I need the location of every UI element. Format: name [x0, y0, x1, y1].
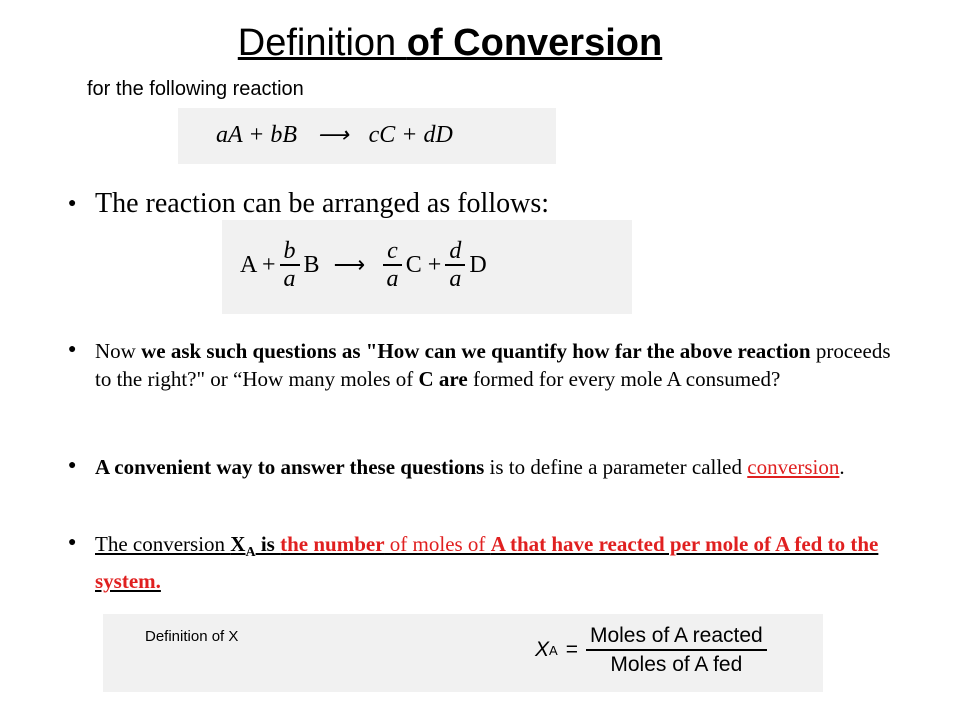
- fraction-b-over-a: [280, 238, 300, 293]
- b4-t3: A: [245, 545, 256, 561]
- title-plain: Definition: [237, 22, 407, 64]
- b2-t4: C are: [418, 367, 468, 391]
- normalized-equation-image: [222, 220, 632, 314]
- eq2-a2: a: [386, 266, 399, 293]
- b4-t2: X: [230, 532, 246, 556]
- b2-t1: Now: [95, 339, 142, 363]
- eq2-a1: a: [283, 266, 296, 293]
- eq2-B: B: [303, 251, 320, 278]
- bullet-icon: ●: [68, 535, 77, 550]
- def-lhs: X: [535, 638, 550, 662]
- b4-t5: the number: [280, 532, 385, 556]
- definition-fraction: [586, 622, 767, 679]
- b3-t1: A convenient way to answer these questions: [95, 455, 485, 479]
- bullet-1-text: The reaction can be arranged as follows:: [95, 188, 550, 219]
- b4-t7: A that have reacted per mole of A fed to the system.: [95, 532, 879, 594]
- b2-t3: proceeds to the right?" or “How many moles of: [95, 339, 891, 391]
- b4-t4: is: [255, 532, 281, 556]
- bullet-3-text: [95, 453, 895, 481]
- eq2-D: D: [469, 251, 487, 278]
- conversion-link: conversion: [747, 455, 840, 479]
- slide-title: [0, 22, 900, 65]
- b4-t6: of moles of: [384, 532, 491, 556]
- equation1-rhs: cC + dD: [368, 122, 453, 148]
- eq2-b: b: [280, 238, 300, 266]
- bullet-icon: ●: [68, 458, 77, 473]
- bullet-2-text: [95, 337, 895, 393]
- def-numerator: Moles of A reacted: [586, 622, 767, 651]
- bullet-icon: ●: [68, 196, 77, 211]
- b3-t4: .: [839, 455, 845, 479]
- bullet-4-text: [95, 530, 895, 595]
- eq2-C: C +: [405, 251, 442, 278]
- bullet-icon: ●: [68, 342, 77, 357]
- b3-t2: is to define a parameter called: [484, 455, 748, 479]
- title-bold: of Conversion: [406, 22, 663, 64]
- arrow-icon: ⟶: [333, 252, 366, 278]
- def-denominator: Moles of A fed: [610, 653, 743, 677]
- fraction-c-over-a: [383, 238, 402, 293]
- eq2-d: d: [445, 238, 465, 266]
- def-lhs-sub: A: [549, 642, 558, 658]
- fraction-d-over-a: [445, 238, 465, 293]
- eq2-c: c: [383, 238, 402, 266]
- definition-formula-image: [103, 614, 823, 692]
- equals-icon: =: [565, 638, 578, 662]
- eq2-A: A +: [240, 251, 276, 278]
- definition-label: Definition of X: [145, 628, 239, 645]
- eq2-a3: a: [449, 266, 462, 293]
- arrow-icon: ⟶: [317, 122, 349, 147]
- equation1-lhs: aA + bB: [216, 122, 298, 148]
- subtitle: for the following reaction: [87, 78, 304, 100]
- b2-t2: we ask such questions as "How can we quantify how far the above reaction: [141, 339, 811, 363]
- b4-t1: The conversion: [95, 532, 231, 556]
- b2-t5: formed for every mole A consumed?: [467, 367, 781, 391]
- reaction-equation-image: [178, 108, 556, 164]
